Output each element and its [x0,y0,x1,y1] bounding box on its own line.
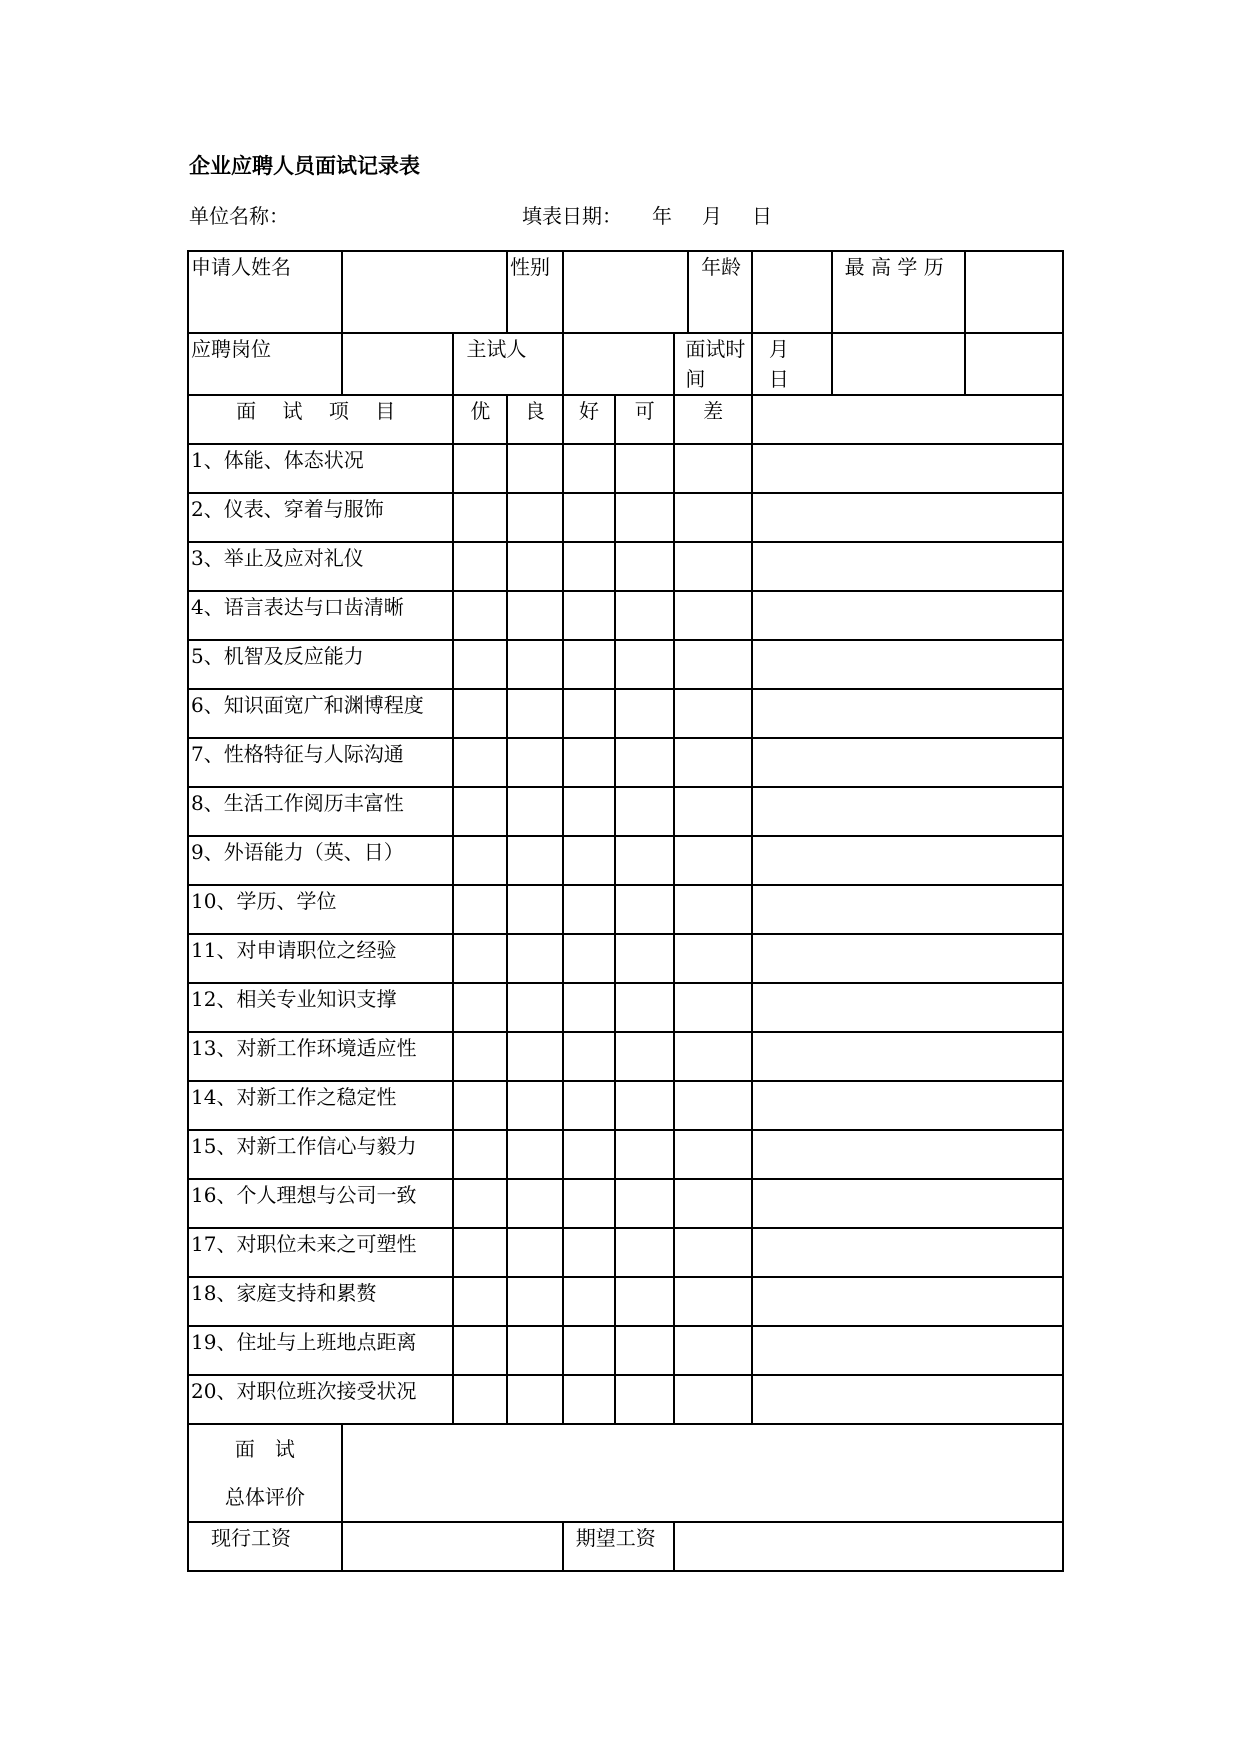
rating-fair-cell[interactable] [615,444,674,493]
rating-fair-cell[interactable] [615,1375,674,1424]
rating-excellent-cell[interactable] [453,1375,507,1424]
rating-excellent-cell[interactable] [453,1130,507,1179]
item-row [188,1375,1063,1424]
rating-poor-cell[interactable] [674,444,751,493]
item-comment-cell[interactable] [752,1277,1063,1326]
rating-excellent-cell[interactable] [453,689,507,738]
rating-good-cell[interactable] [507,1130,563,1179]
rating-good-cell[interactable] [507,1375,563,1424]
item-label: 12、相关专业知识支撑 [188,983,453,1032]
age-label: 年龄 [688,251,752,333]
item-label: 1、体能、体态状况 [188,444,453,493]
rating-fair-cell[interactable] [615,689,674,738]
rating-fine-cell[interactable] [563,444,615,493]
rating-excellent-cell[interactable] [453,983,507,1032]
interviewer-field[interactable] [563,333,675,395]
item-label: 4、语言表达与口齿清晰 [188,591,453,640]
rating-poor-cell[interactable] [674,1326,751,1375]
item-comment-cell[interactable] [752,689,1063,738]
education-label: 最 高 学 历 [832,251,965,333]
rating-excellent-cell[interactable] [453,640,507,689]
item-comment-cell[interactable] [752,983,1063,1032]
rating-fair-cell[interactable] [615,836,674,885]
interview-time-field[interactable] [752,333,832,395]
rating-fine-cell[interactable] [563,787,615,836]
item-label: 17、对职位未来之可塑性 [188,1228,453,1277]
item-row [188,934,1063,983]
grade-poor: 差 [674,395,751,444]
item-comment-cell[interactable] [752,836,1063,885]
interview-day: 日 [768,367,789,391]
rating-fine-cell[interactable] [563,1179,615,1228]
rating-excellent-cell[interactable] [453,1032,507,1081]
rating-good-cell[interactable] [507,738,563,787]
rating-fine-cell[interactable] [563,542,615,591]
rating-fine-cell[interactable] [563,493,615,542]
rating-poor-cell[interactable] [674,1032,751,1081]
item-row [188,1081,1063,1130]
item-comment-cell[interactable] [752,640,1063,689]
rating-poor-cell[interactable] [674,885,751,934]
rating-good-cell[interactable] [507,836,563,885]
expected-wage-field[interactable] [674,1522,1063,1571]
rating-fine-cell[interactable] [563,689,615,738]
item-row [188,1228,1063,1277]
rating-poor-cell[interactable] [674,542,751,591]
item-row [188,640,1063,689]
interview-record-table [187,250,1064,1572]
applicant-name-field[interactable] [342,251,507,333]
rating-fair-cell[interactable] [615,1081,674,1130]
rating-good-cell[interactable] [507,1277,563,1326]
item-row [188,689,1063,738]
rating-poor-cell[interactable] [674,1228,751,1277]
item-row [188,444,1063,493]
interview-time-extra-field-2[interactable] [965,333,1063,395]
rating-fair-cell[interactable] [615,542,674,591]
rating-fine-cell[interactable] [563,1130,615,1179]
item-comment-cell[interactable] [752,1130,1063,1179]
item-comment-cell[interactable] [752,1228,1063,1277]
position-label: 应聘岗位 [188,333,342,395]
expected-wage-label: 期望工资 [563,1522,675,1571]
interview-month: 月 [768,337,789,361]
item-comment-cell[interactable] [752,542,1063,591]
rating-poor-cell[interactable] [674,787,751,836]
rating-excellent-cell[interactable] [453,591,507,640]
rating-excellent-cell[interactable] [453,885,507,934]
fill-date-label: 填表日期： [522,204,622,228]
rating-fine-cell[interactable] [563,591,615,640]
item-label: 18、家庭支持和累赘 [188,1277,453,1326]
item-row [188,493,1063,542]
rating-fair-cell[interactable] [615,787,674,836]
rating-fair-cell[interactable] [615,1179,674,1228]
rating-poor-cell[interactable] [674,689,751,738]
rating-fine-cell[interactable] [563,983,615,1032]
item-row [188,1032,1063,1081]
rating-poor-cell[interactable] [674,738,751,787]
rating-fair-cell[interactable] [615,1277,674,1326]
applicant-info-row [188,251,1063,333]
rating-excellent-cell[interactable] [453,1081,507,1130]
rating-good-cell[interactable] [507,934,563,983]
item-row [188,1277,1063,1326]
rating-fine-cell[interactable] [563,885,615,934]
item-label: 5、机智及反应能力 [188,640,453,689]
rating-good-cell[interactable] [507,1081,563,1130]
item-row [188,1326,1063,1375]
rating-fair-cell[interactable] [615,934,674,983]
rating-poor-cell[interactable] [674,836,751,885]
rating-good-cell[interactable] [507,689,563,738]
rating-good-cell[interactable] [507,1326,563,1375]
unit-name-label: 单位名称： [189,204,289,228]
rating-excellent-cell[interactable] [453,542,507,591]
overall-evaluation-field[interactable] [342,1424,1063,1522]
rating-good-cell[interactable] [507,1032,563,1081]
rating-fine-cell[interactable] [563,1228,615,1277]
rating-fine-cell[interactable] [563,836,615,885]
rating-excellent-cell[interactable] [453,934,507,983]
item-label: 3、举止及应对礼仪 [188,542,453,591]
rating-fine-cell[interactable] [563,640,615,689]
item-comment-cell[interactable] [752,1081,1063,1130]
rating-fair-cell[interactable] [615,640,674,689]
overall-evaluation-label [188,1424,342,1522]
item-label: 20、对职位班次接受状况 [188,1375,453,1424]
rating-excellent-cell[interactable] [453,444,507,493]
rating-fine-cell[interactable] [563,738,615,787]
rating-excellent-cell[interactable] [453,1228,507,1277]
grade-fair: 可 [615,395,674,444]
rating-good-cell[interactable] [507,1228,563,1277]
gender-field[interactable] [563,251,688,333]
rating-poor-cell[interactable] [674,1375,751,1424]
rating-good-cell[interactable] [507,640,563,689]
item-row [188,1130,1063,1179]
interviewer-label: 主试人 [453,333,562,395]
item-comment-cell[interactable] [752,787,1063,836]
item-row [188,787,1063,836]
item-row [188,836,1063,885]
wage-row [188,1522,1063,1571]
rating-good-cell[interactable] [507,493,563,542]
rating-fine-cell[interactable] [563,1081,615,1130]
item-row [188,1179,1063,1228]
rating-poor-cell[interactable] [674,1277,751,1326]
item-label: 19、住址与上班地点距离 [188,1326,453,1375]
grade-fine: 好 [563,395,615,444]
rating-header-row [188,395,1063,444]
grade-excellent: 优 [453,395,507,444]
overall-evaluation-line1: 面 试 [234,1437,295,1461]
rating-poor-cell[interactable] [674,983,751,1032]
item-comment-cell[interactable] [752,591,1063,640]
item-comment-cell[interactable] [752,885,1063,934]
item-header: 面 试 项 目 [188,395,453,444]
rating-comment-header [752,395,1063,444]
rating-poor-cell[interactable] [674,934,751,983]
rating-excellent-cell[interactable] [453,1179,507,1228]
item-label: 11、对申请职位之经验 [188,934,453,983]
age-field[interactable] [752,251,832,333]
current-wage-label: 现行工资 [188,1522,342,1571]
rating-fine-cell[interactable] [563,1326,615,1375]
item-row [188,591,1063,640]
applicant-name-label: 申请人姓名 [188,251,342,333]
item-label: 2、仪表、穿着与服饰 [188,493,453,542]
item-comment-cell[interactable] [752,444,1063,493]
fill-date [522,203,802,229]
rating-poor-cell[interactable] [674,1081,751,1130]
rating-poor-cell[interactable] [674,591,751,640]
rating-good-cell[interactable] [507,444,563,493]
gender-label: 性别 [507,251,563,333]
item-rows [188,444,1063,1424]
item-label: 6、知识面宽广和渊博程度 [188,689,453,738]
rating-excellent-cell[interactable] [453,787,507,836]
rating-good-cell[interactable] [507,983,563,1032]
item-label: 14、对新工作之稳定性 [188,1081,453,1130]
item-row [188,885,1063,934]
item-label: 7、性格特征与人际沟通 [188,738,453,787]
rating-fair-cell[interactable] [615,493,674,542]
fill-date-day: 日 [752,204,772,228]
item-comment-cell[interactable] [752,934,1063,983]
position-field[interactable] [342,333,454,395]
item-label: 8、生活工作阅历丰富性 [188,787,453,836]
item-row [188,542,1063,591]
rating-excellent-cell[interactable] [453,1277,507,1326]
fill-date-month: 月 [702,204,722,228]
rating-good-cell[interactable] [507,787,563,836]
rating-fair-cell[interactable] [615,1130,674,1179]
rating-fair-cell[interactable] [615,1326,674,1375]
rating-poor-cell[interactable] [674,1179,751,1228]
rating-fine-cell[interactable] [563,934,615,983]
form-title: 企业应聘人员面试记录表 [189,153,420,178]
item-comment-cell[interactable] [752,493,1063,542]
rating-poor-cell[interactable] [674,640,751,689]
rating-good-cell[interactable] [507,1179,563,1228]
item-label: 15、对新工作信心与毅力 [188,1130,453,1179]
grade-good: 良 [507,395,563,444]
position-info-row [188,333,1063,395]
item-comment-cell[interactable] [752,1179,1063,1228]
rating-fair-cell[interactable] [615,1032,674,1081]
rating-fine-cell[interactable] [563,1032,615,1081]
item-comment-cell[interactable] [752,1375,1063,1424]
overall-evaluation-line2: 总体评价 [224,1485,305,1509]
item-row [188,983,1063,1032]
item-label: 9、外语能力（英、日） [188,836,453,885]
overall-evaluation-row [188,1424,1063,1522]
item-label: 13、对新工作环境适应性 [188,1032,453,1081]
rating-fair-cell[interactable] [615,591,674,640]
rating-fine-cell[interactable] [563,1277,615,1326]
interview-time-extra-field[interactable] [832,333,965,395]
rating-fine-cell[interactable] [563,1375,615,1424]
rating-fair-cell[interactable] [615,1228,674,1277]
rating-fair-cell[interactable] [615,885,674,934]
fill-date-year: 年 [652,204,672,228]
item-label: 10、学历、学位 [188,885,453,934]
item-comment-cell[interactable] [752,1032,1063,1081]
rating-poor-cell[interactable] [674,1130,751,1179]
item-comment-cell[interactable] [752,1326,1063,1375]
rating-excellent-cell[interactable] [453,738,507,787]
rating-fair-cell[interactable] [615,738,674,787]
item-row [188,738,1063,787]
rating-excellent-cell[interactable] [453,836,507,885]
rating-good-cell[interactable] [507,542,563,591]
interview-time-label: 面试时间 [674,333,751,395]
rating-good-cell[interactable] [507,885,563,934]
rating-excellent-cell[interactable] [453,1326,507,1375]
rating-excellent-cell[interactable] [453,493,507,542]
rating-fair-cell[interactable] [615,983,674,1032]
current-wage-field[interactable] [342,1522,563,1571]
education-field[interactable] [965,251,1063,333]
rating-poor-cell[interactable] [674,493,751,542]
item-comment-cell[interactable] [752,738,1063,787]
item-label: 16、个人理想与公司一致 [188,1179,453,1228]
rating-good-cell[interactable] [507,591,563,640]
